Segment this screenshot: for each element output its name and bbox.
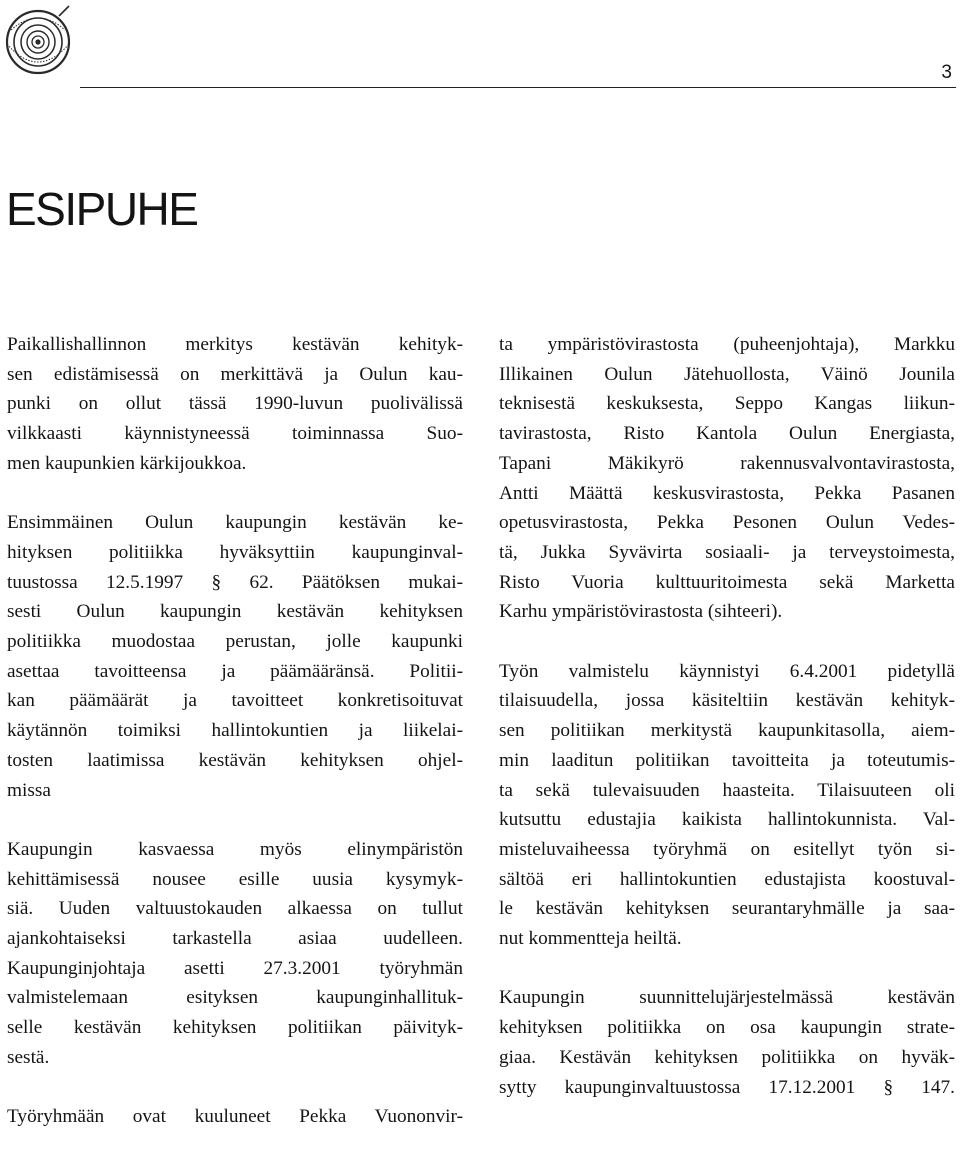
text-line: giaa. Kestävän kehityksen politiikka on hyväk-	[499, 1046, 955, 1068]
paragraph	[7, 330, 463, 479]
text-line: ta ympäristövirastosta (puheenjohtaja), Markku	[499, 334, 955, 355]
right-column	[499, 330, 955, 1132]
text-line: ta sekä tulevaisuuden haasteita. Tilaisuuteen oli	[499, 779, 955, 801]
text-line: Paikallishallinnon merkitys kestävän kehityk-	[7, 334, 463, 355]
city-sustainability-logo	[3, 2, 73, 82]
text-line: valmistelemaan esityksen kaupunginhallituk-	[7, 987, 463, 1009]
text-line: sytty kaupunginvaltuustossa 17.12.2001 § 147.	[499, 1076, 955, 1098]
text-line: opetusvirastosta, Pekka Pesonen Oulun Vedes-	[499, 512, 955, 534]
text-line: Kaupungin kasvaessa myös elinympäristön	[7, 838, 463, 860]
paragraph	[499, 657, 955, 954]
text-line: selle kestävän kehityksen politiikan päivityk-	[7, 1017, 463, 1039]
text-line: kehityksen politiikka on osa kaupungin strate-	[499, 1017, 955, 1039]
text-line: sesti Oulun kaupungin kestävän kehityksen	[7, 601, 463, 623]
text-line: hityksen politiikka hyväksyttiin kaupunginval-	[7, 541, 463, 563]
text-line: politiikka muodostaa perustan, jolle kaupunki	[7, 631, 463, 653]
text-line: kutsuttu edustajia kaikista hallintokunnista. Val-	[499, 809, 955, 831]
paragraph	[499, 983, 955, 1102]
text-line: Tapani Mäkikyrö rakennusvalvontavirastosta,	[499, 452, 955, 474]
text-line: vilkkaasti käynnistyneessä toiminnassa Suo-	[7, 423, 463, 445]
text-line: Risto Vuoria kulttuuritoimesta sekä Marketta	[499, 571, 955, 593]
paragraph	[499, 330, 955, 627]
paragraph	[7, 1102, 463, 1132]
text-line: missa	[7, 779, 51, 801]
text-line: Kaupungin suunnittelujärjestelmässä kestävän	[499, 987, 955, 1009]
text-line: misteluvaiheessa työryhmä on esitellyt työn si-	[499, 838, 955, 860]
text-line: käytännön toimiksi hallintokuntien ja liikelai-	[7, 720, 463, 742]
text-line: kehittämisessä nousee esille uusia kysymyk-	[7, 868, 463, 890]
text-line: tä, Jukka Syvävirta sosiaali- ja terveystoimesta,	[499, 541, 955, 563]
text-line: tuustossa 12.5.1997 § 62. Päätöksen mukai-	[7, 571, 463, 593]
text-line: kan päämäärät ja tavoitteet konkretisoituvat	[7, 690, 463, 712]
header-rule	[80, 87, 956, 88]
text-line: Karhu ympäristövirastosta (sihteeri).	[499, 601, 783, 623]
text-line: Antti Määttä keskusvirastosta, Pekka Pasanen	[499, 482, 955, 504]
text-line: tavirastosta, Risto Kantola Oulun Energiasta,	[499, 423, 955, 445]
paragraph	[7, 835, 463, 1073]
text-line: tilaisuudella, jossa käsiteltiin kestävän kehityk-	[499, 690, 955, 712]
page-number: 3	[941, 62, 952, 83]
text-line: men kaupunkien kärkijoukkoa.	[7, 452, 247, 474]
text-line: teknisestä keskuksesta, Seppo Kangas liikun-	[499, 393, 955, 415]
text-line: sältöä eri hallintokuntien edustajista koostuval-	[499, 868, 955, 890]
text-line: nut kommentteja heiltä.	[499, 928, 682, 950]
text-line: tosten laatimissa kestävän kehityksen ohjel-	[7, 749, 463, 771]
left-column	[7, 330, 463, 1162]
page-title: ESIPUHE	[6, 183, 198, 235]
text-line: sen edistämisessä on merkittävä ja Oulun kau-	[7, 363, 463, 385]
text-line: Työn valmistelu käynnistyi 6.4.2001 pidetyllä	[499, 660, 955, 682]
text-line: Illikainen Oulun Jätehuollosta, Väinö Jounila	[499, 363, 955, 385]
paragraph	[7, 508, 463, 805]
text-line: sen politiikan merkitystä kaupunkitasolla, aiem-	[499, 720, 955, 742]
text-line: Ensimmäinen Oulun kaupungin kestävän ke-	[7, 512, 463, 534]
text-line: Kaupunginjohtaja asetti 27.3.2001 työryhmän	[7, 957, 463, 979]
text-line: min laaditun politiikan tavoitteita ja toteutumis-	[499, 749, 955, 771]
text-line: ajankohtaiseksi tarkastella asiaa uudelleen.	[7, 928, 463, 950]
text-line: le kestävän kehityksen seurantaryhmälle ja saa-	[499, 898, 955, 920]
text-line: Työryhmään ovat kuuluneet Pekka Vuononvir-	[7, 1106, 463, 1128]
text-line: asettaa tavoitteensa ja päämääränsä. Politii-	[7, 660, 463, 682]
text-line: sestä.	[7, 1046, 50, 1068]
text-line: siä. Uuden valtuustokauden alkaessa on tullut	[7, 898, 463, 920]
text-line: punki on ollut tässä 1990-luvun puolivälissä	[7, 393, 463, 415]
